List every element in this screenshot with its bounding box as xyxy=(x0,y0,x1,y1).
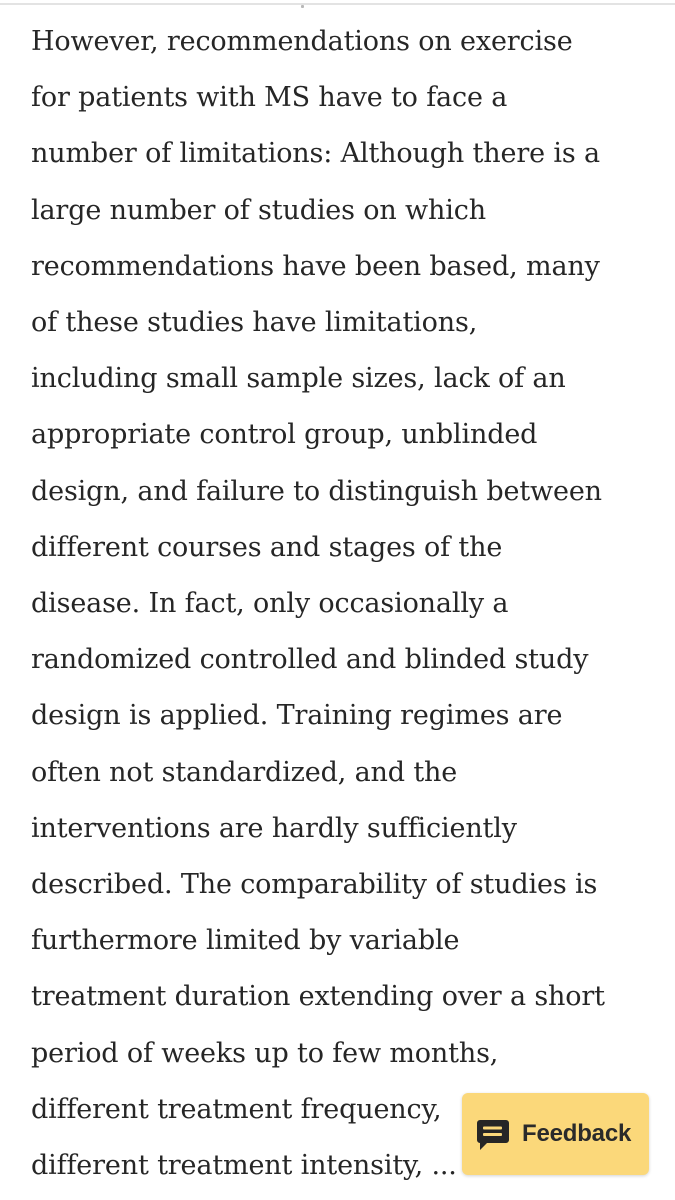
text-line: described. The comparability of studies is xyxy=(31,869,598,901)
text-line: often not standardized, and the xyxy=(31,756,458,788)
article-paragraph xyxy=(31,14,661,1180)
text-line: interventions are hardly sufficiently xyxy=(31,812,517,844)
text-line: large number of studies on which xyxy=(31,194,486,226)
text-line: However, recommendations on exercise xyxy=(31,26,573,57)
text-line: treatment duration extending over a short xyxy=(31,981,605,1013)
text-line: for patients with MS have to face a xyxy=(31,82,508,114)
text-line: randomized controlled and blinded study xyxy=(31,644,589,676)
text-line: number of limitations: Although there is a xyxy=(31,138,600,170)
text-line: different courses and stages of the xyxy=(31,531,503,563)
text-line: different treatment intensity, ... xyxy=(31,1150,457,1180)
text-line: disease. In fact, only occasionally a xyxy=(31,588,509,620)
divider-notch xyxy=(301,5,304,8)
text-line: recommendations have been based, many xyxy=(31,250,600,282)
text-line: period of weeks up to few months, xyxy=(31,1037,499,1069)
article-body xyxy=(31,14,661,1180)
text-line: including small sample sizes, lack of an xyxy=(31,363,566,395)
text-line: different treatment frequency, xyxy=(31,1093,442,1125)
text-line: design is applied. Training regimes are xyxy=(31,700,563,732)
feedback-label: Feedback xyxy=(522,1120,632,1147)
text-line: design, and failure to distinguish between xyxy=(31,475,602,507)
feedback-button[interactable] xyxy=(462,1093,649,1175)
comment-icon xyxy=(475,1116,511,1152)
top-divider xyxy=(0,3,675,5)
text-line: appropriate control group, unblinded xyxy=(31,419,538,451)
text-line: of these studies have limitations, xyxy=(31,307,478,339)
text-line: furthermore limited by variable xyxy=(31,925,460,957)
